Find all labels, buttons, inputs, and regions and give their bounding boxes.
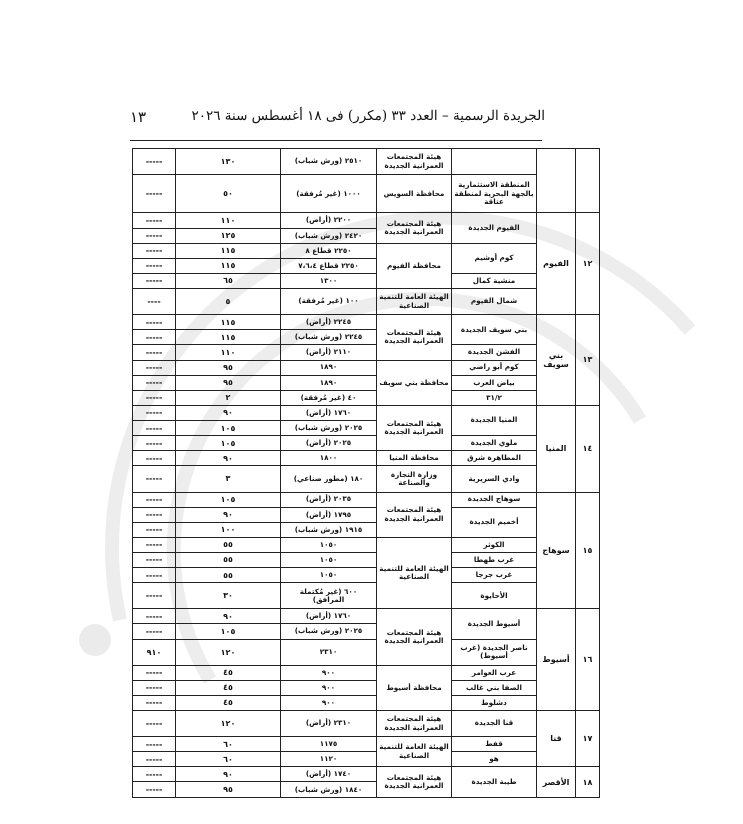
extra-value: ----- [133, 228, 176, 243]
location: الصفا بني غالب [452, 680, 537, 695]
entity: وزارة التجارة والصناعة [377, 466, 452, 492]
count-value: ١١٥ [176, 243, 281, 258]
entity: محافظة بني سويف [377, 360, 452, 405]
area-value: ١٩١٥ (ورش شباب) [281, 522, 377, 537]
area-value: ٢٢٥٠ قطاع ٧،٦،٤ [281, 258, 377, 273]
table-row [133, 639, 600, 665]
entity: محافظة الفيوم [377, 243, 452, 288]
governorate: قنا [537, 711, 576, 767]
extra-value: ----- [133, 175, 176, 213]
entity: هيئة المجتمعات العمرانية الجديدة [377, 213, 452, 243]
table-row [133, 360, 600, 375]
entity: هيئة المجتمعات العمرانية الجديدة [377, 711, 452, 737]
area-value: ٢٤٢٠ (ورش شباب) [281, 228, 377, 243]
count-value: ١٣٠ [176, 149, 281, 175]
table-row [133, 507, 600, 522]
row-number: ١٢ [576, 213, 600, 315]
extra-value: ----- [133, 665, 176, 680]
location: وادي السريرية [452, 466, 537, 492]
extra-value: ----- [133, 737, 176, 752]
count-value: ١٢٥ [176, 228, 281, 243]
extra-value: ٩١٠ [133, 639, 176, 665]
row-number [576, 149, 600, 213]
table-row [133, 492, 600, 507]
location: المنطقة الاستثمارية بالجهة البحرية لمنطقة عتاقة [452, 175, 537, 213]
count-value: ٩٠ [176, 405, 281, 420]
extra-value: ----- [133, 375, 176, 390]
area-value: ٤٠ (غير مُرفقة) [281, 390, 377, 405]
count-value: ٩٠ [176, 609, 281, 624]
table-row [133, 149, 600, 175]
area-value: ٢٢٥٠ قطاع ٨ [281, 243, 377, 258]
count-value: ٤٥ [176, 680, 281, 695]
extra-value: ----- [133, 583, 176, 609]
count-value: ٢ [176, 390, 281, 405]
count-value: ٩٥ [176, 375, 281, 390]
location: غرب طهطا [452, 553, 537, 568]
area-value: ١٧٤٠ (أراض) [281, 767, 377, 782]
location: أخميم الجديدة [452, 507, 537, 537]
count-value: ٣ [176, 466, 281, 492]
count-value: ١٠٥ [176, 436, 281, 451]
area-value: ٩٠٠ [281, 680, 377, 695]
entity: محافظة أسيوط [377, 665, 452, 710]
extra-value: ----- [133, 752, 176, 767]
entity: الهيئة العامة للتنمية الصناعية [377, 289, 452, 315]
location: عرب العوامر [452, 665, 537, 680]
page-header [130, 108, 545, 128]
area-value: ٢٢٤٥ (ورش شباب) [281, 330, 377, 345]
table-row [133, 680, 600, 695]
extra-value: ----- [133, 767, 176, 782]
count-value: ١٠٥ [176, 492, 281, 507]
entity: الهيئة العامة للتنمية الصناعية [377, 737, 452, 767]
count-value: ٣٠ [176, 583, 281, 609]
table-row [133, 737, 600, 752]
location: ملوي الجديدة [452, 436, 537, 451]
count-value: ٦٥ [176, 273, 281, 288]
table-row [133, 665, 600, 680]
row-number: ١٨ [576, 767, 600, 798]
table-row [133, 243, 600, 258]
count-value: ٩٠ [176, 767, 281, 782]
extra-value: ----- [133, 273, 176, 288]
count-value: ٩٥ [176, 782, 281, 798]
extra-value: ----- [133, 213, 176, 228]
table-row [133, 213, 600, 228]
extra-value: ----- [133, 695, 176, 710]
table-row [133, 568, 600, 583]
area-value: ١٨٠٠ [281, 451, 377, 466]
count-value: ٥٥ [176, 553, 281, 568]
location: كوم أبو راضي [452, 360, 537, 375]
area-value: ١٠٠٠ (غير مُرفقة) [281, 175, 377, 213]
area-value: ١٨٩٠ [281, 360, 377, 375]
extra-value: ----- [133, 711, 176, 737]
area-value: ٢٣١٠ (أراض) [281, 711, 377, 737]
table-row [133, 711, 600, 737]
header-rule [130, 140, 542, 141]
location: أسيوط الجديدة [452, 609, 537, 639]
count-value: ١٠٥ [176, 421, 281, 436]
table-row [133, 451, 600, 466]
row-number: ١٧ [576, 711, 600, 767]
page-number: ١٣ [130, 108, 147, 126]
extra-value: ---- [133, 289, 176, 315]
area-value: ١٧٩٥ (أراض) [281, 507, 377, 522]
count-value: ٤٥ [176, 695, 281, 710]
extra-value: ----- [133, 782, 176, 798]
location: كوم أوشيم [452, 243, 537, 273]
area-value: ١٨٠ (مطور صناعي) [281, 466, 377, 492]
table-row [133, 390, 600, 405]
area-value: ١٠٥٠ [281, 537, 377, 552]
table-row [133, 315, 600, 330]
count-value: ٥٥ [176, 537, 281, 552]
location: طيبة الجديدة [452, 767, 537, 798]
location [452, 149, 537, 175]
location: سوهاج الجديدة [452, 492, 537, 507]
row-number: ١٤ [576, 405, 600, 492]
location: منشية كمال [452, 273, 537, 288]
area-value: ٢٠٣٥ (أراض) [281, 492, 377, 507]
location: غرب جرجا [452, 568, 537, 583]
area-value: ٢٠٢٥ (أراض) [281, 436, 377, 451]
area-value: ١٠٥٠ [281, 553, 377, 568]
area-value: ١٠٥٠ [281, 568, 377, 583]
area-value: ١٨٤٠ (ورش شباب) [281, 782, 377, 798]
count-value: ١١٠ [176, 213, 281, 228]
count-value: ١٢٠ [176, 711, 281, 737]
gazette-title: الجريدة الرسمية – العدد ٣٣ (مكرر) فى ١٨ أغسطس سنة ٢٠٢٦ [191, 108, 545, 124]
allocation-table [132, 148, 600, 798]
count-value: ٥٠ [176, 175, 281, 213]
table-row [133, 583, 600, 609]
area-value: ٩٠٠ [281, 695, 377, 710]
count-value: ٥ [176, 289, 281, 315]
row-number: ١٣ [576, 315, 600, 406]
count-value: ٤٥ [176, 665, 281, 680]
extra-value: ----- [133, 507, 176, 522]
location: بني سويف الجديدة [452, 315, 537, 345]
count-value: ١٠٠ [176, 522, 281, 537]
area-value: ١١٧٥ [281, 737, 377, 752]
location: الفشن الجديدة [452, 345, 537, 360]
extra-value: ----- [133, 243, 176, 258]
extra-value: ----- [133, 553, 176, 568]
area-value: ١١٢٠ [281, 752, 377, 767]
table-row [133, 695, 600, 710]
area-value: ١٠٠ (غير مُرفقة) [281, 289, 377, 315]
area-value: ٢٢٠٠ (أراض) [281, 213, 377, 228]
table-row [133, 537, 600, 552]
table-row [133, 175, 600, 213]
extra-value: ----- [133, 609, 176, 624]
extra-value: ----- [133, 149, 176, 175]
count-value: ٦٠ [176, 752, 281, 767]
table-row [133, 405, 600, 420]
extra-value: ----- [133, 315, 176, 330]
extra-value: ----- [133, 360, 176, 375]
count-value: ١٢٠ [176, 639, 281, 665]
area-value: ١٨٩٠ [281, 375, 377, 390]
entity: محافظة السويس [377, 175, 452, 213]
area-value: ٢٢٤٥ (أراض) [281, 315, 377, 330]
table-row [133, 609, 600, 624]
governorate: الفيوم [537, 213, 576, 315]
count-value: ١١٠ [176, 345, 281, 360]
extra-value: ----- [133, 451, 176, 466]
location: الأحايوة [452, 583, 537, 609]
location: المطاهرة شرق [452, 451, 537, 466]
table-row [133, 553, 600, 568]
extra-value: ----- [133, 436, 176, 451]
area-value: ١٧٦٠ (أراض) [281, 609, 377, 624]
table-row [133, 466, 600, 492]
extra-value: ----- [133, 258, 176, 273]
location: بياض العرب [452, 375, 537, 390]
count-value: ١١٥ [176, 330, 281, 345]
extra-value: ----- [133, 330, 176, 345]
location: قنا الجديدة [452, 711, 537, 737]
table-row [133, 767, 600, 782]
area-value: ٦٠٠ (غير مُكتملة المرافق) [281, 583, 377, 609]
extra-value: ----- [133, 537, 176, 552]
entity: هيئة المجتمعات العمرانية الجديدة [377, 767, 452, 798]
count-value: ٦٠ [176, 737, 281, 752]
extra-value: ----- [133, 345, 176, 360]
extra-value: ----- [133, 568, 176, 583]
governorate: المنيا [537, 405, 576, 492]
governorate: بني سويف [537, 315, 576, 406]
count-value: ١١٥ [176, 315, 281, 330]
location: دشلوط [452, 695, 537, 710]
extra-value: ----- [133, 522, 176, 537]
extra-value: ----- [133, 680, 176, 695]
area-value: ١٣٠٠ [281, 273, 377, 288]
area-value: ١٧٦٠ (أراض) [281, 405, 377, 420]
governorate: أسيوط [537, 609, 576, 711]
row-number: ١٥ [576, 492, 600, 609]
location: شمال الفيوم [452, 289, 537, 315]
location: ناصر الجديدة (غرب أسيوط) [452, 639, 537, 665]
extra-value: ----- [133, 405, 176, 420]
extra-value: ----- [133, 624, 176, 639]
table-row [133, 375, 600, 390]
area-value: ٢٠٢٥ (ورش شباب) [281, 624, 377, 639]
table-row [133, 436, 600, 451]
location: قفط [452, 737, 537, 752]
governorate: سوهاج [537, 492, 576, 609]
count-value: ٩٥ [176, 360, 281, 375]
location: المنيا الجديدة [452, 405, 537, 435]
area-value: ٢٠٢٥ (ورش شباب) [281, 421, 377, 436]
table-row [133, 752, 600, 767]
count-value: ٩٠ [176, 507, 281, 522]
entity: محافظة المنيا [377, 451, 452, 466]
governorate: الأقصر [537, 767, 576, 798]
entity: هيئة المجتمعات العمرانية الجديدة [377, 609, 452, 665]
entity: الهيئة العامة للتنمية الصناعية [377, 537, 452, 608]
extra-value: ----- [133, 390, 176, 405]
table-row [133, 273, 600, 288]
extra-value: ----- [133, 492, 176, 507]
area-value: ٢١١٠ (أراض) [281, 345, 377, 360]
governorate [537, 149, 576, 213]
entity: هيئة المجتمعات العمرانية الجديدة [377, 315, 452, 360]
area-value: ٢٣١٠ [281, 639, 377, 665]
location: الكوثر [452, 537, 537, 552]
count-value: ١١٥ [176, 258, 281, 273]
entity: هيئة المجتمعات العمرانية الجديدة [377, 149, 452, 175]
area-value: ٢٥١٠ (ورش شباب) [281, 149, 377, 175]
extra-value: ----- [133, 421, 176, 436]
count-value: ١٠٥ [176, 624, 281, 639]
row-number: ١٦ [576, 609, 600, 711]
location: ٣١/٢ [452, 390, 537, 405]
count-value: ٩٠ [176, 451, 281, 466]
area-value: ٩٠٠ [281, 665, 377, 680]
extra-value: ----- [133, 466, 176, 492]
location: الفيوم الجديدة [452, 213, 537, 243]
table-row [133, 345, 600, 360]
location: هو [452, 752, 537, 767]
entity: هيئة المجتمعات العمرانية الجديدة [377, 492, 452, 537]
entity: هيئة المجتمعات العمرانية الجديدة [377, 405, 452, 450]
count-value: ٥٥ [176, 568, 281, 583]
